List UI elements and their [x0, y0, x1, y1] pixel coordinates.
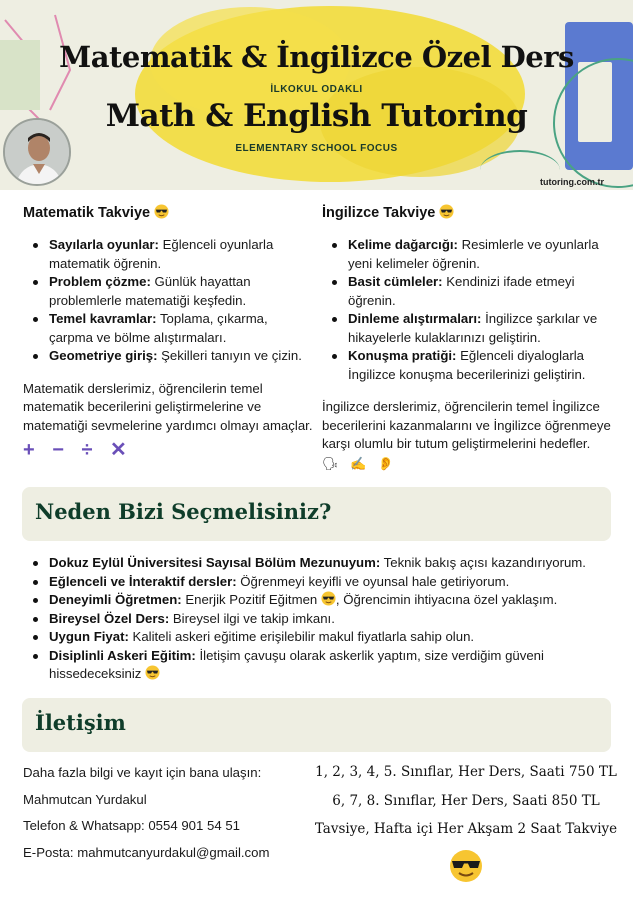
- english-paragraph: İngilizce derslerimiz, öğrencilerin temel İngilizce becerilerini kazanmalarını ve İngilizce öğrenmeye karşı olumlu bir tutum geliştirmelerini hedefler.: [322, 399, 611, 451]
- math-operators-icon: + − ÷ ✕: [23, 439, 133, 461]
- why-us-title: Neden Bizi Seçmelisiniz?: [35, 499, 332, 524]
- subtitle-english: ELEMENTARY SCHOOL FOCUS: [235, 143, 398, 154]
- list-item: Bireysel Özel Ders: Bireysel ilgi ve takip imkanı.: [23, 610, 613, 629]
- pricing-info: [310, 764, 622, 850]
- price-line-3: Tavsiye, Hafta içi Her Akşam 2 Saat Takviye: [314, 821, 618, 837]
- why-us-header-box: [22, 487, 611, 541]
- english-section: [322, 204, 612, 472]
- math-title: Matematik Takviye: [23, 204, 313, 221]
- list-item: Deneyimli Öğretmen: Enerjik Pozitif Eğitmen , Öğrencimin ihtiyacına özel yaklaşım.: [23, 591, 613, 610]
- sunglasses-emoji-icon: [321, 591, 336, 606]
- price-line-2: 6, 7, 8. Sınıflar, Her Ders, Saati 850 TL: [332, 792, 600, 809]
- header-banner: [0, 0, 633, 190]
- website-domain[interactable]: tutoring.com.tr: [540, 177, 604, 187]
- person-icon: [5, 120, 71, 186]
- list-item: Basit cümleler: Kendinizi ifade etmeyi öğrenin.: [322, 273, 612, 310]
- title-english: Math & English Tutoring: [105, 98, 528, 134]
- subtitle-turkish: İLKOKUL ODAKLI: [270, 84, 363, 95]
- list-item: Dinleme alıştırmaları: İngilizce şarkılar ve hikayelerle kulaklarınızı geliştirin.: [322, 310, 612, 347]
- speak-write-listen-icons: 🗣 ✍ 👂: [322, 455, 399, 471]
- list-item: Geometriye giriş: Şekilleri tanıyın ve çizin.: [23, 347, 313, 366]
- avatar: [3, 118, 71, 186]
- list-item: Eğlenceli ve İnteraktif dersler: Öğrenmeyi keyifli ve oyunsal hale getiriyorum.: [23, 573, 613, 592]
- english-title: İngilizce Takviye: [322, 204, 612, 221]
- sunglasses-emoji-icon: [449, 849, 483, 883]
- title-turkish: Matematik & İngilizce Özel Ders: [59, 40, 574, 74]
- contact-phone[interactable]: Telefon & Whatsapp: 0554 901 54 51: [23, 818, 241, 833]
- sunglasses-emoji-icon: [154, 204, 169, 219]
- contact-header-box: [22, 698, 611, 752]
- contact-title: İletişim: [35, 710, 126, 735]
- math-list: [23, 236, 313, 366]
- why-us-list: [23, 554, 613, 684]
- contact-intro: Daha fazla bilgi ve kayıt için bana ulaşın:: [23, 765, 262, 780]
- list-item: Sayılarla oyunlar: Eğlenceli oyunlarla matematik öğrenin.: [23, 236, 313, 273]
- contact-email[interactable]: E-Posta: mahmutcanyurdakul@gmail.com: [23, 844, 270, 860]
- price-line-1: 1, 2, 3, 4, 5. Sınıflar, Her Ders, Saati 750 TL: [315, 764, 617, 780]
- math-paragraph: Matematik derslerimiz, öğrencilerin temel matematik becerilerini geliştirmelerine ve matematiği sevmelerine yardımcı olmayı amaçlar.: [23, 380, 313, 433]
- list-item: Kelime dağarcığı: Resimlerle ve oyunlarla yeni kelimeler öğrenin.: [322, 236, 612, 273]
- list-item: Problem çözme: Günlük hayattan problemlerle matematiği keşfedin.: [23, 273, 313, 310]
- contact-info: [23, 765, 303, 871]
- list-item: Dokuz Eylül Üniversitesi Sayısal Bölüm Mezunuyum: Teknik bakış açısı kazandırıyorum.: [23, 554, 613, 573]
- list-item: Uygun Fiyat: Kaliteli askeri eğitime erişilebilir makul fiyatlarla sahip olun.: [23, 628, 613, 647]
- sunglasses-emoji-icon: [145, 665, 160, 680]
- contact-name: Mahmutcan Yurdakul: [23, 791, 147, 807]
- list-item: Konuşma pratiği: Eğlenceli diyaloglarla İngilizce konuşma becerilerinizi geliştirin.: [322, 347, 612, 384]
- math-section: [23, 204, 313, 462]
- list-item: Disiplinli Askeri Eğitim: İletişim çavuşu olarak askerlik yaptım, size verdiğim güveni hissedeceksiniz: [23, 647, 613, 684]
- sunglasses-emoji-icon: [439, 204, 454, 219]
- english-list: [322, 236, 612, 384]
- list-item: Temel kavramlar: Toplama, çıkarma, çarpma ve bölme alıştırmaları.: [23, 310, 313, 347]
